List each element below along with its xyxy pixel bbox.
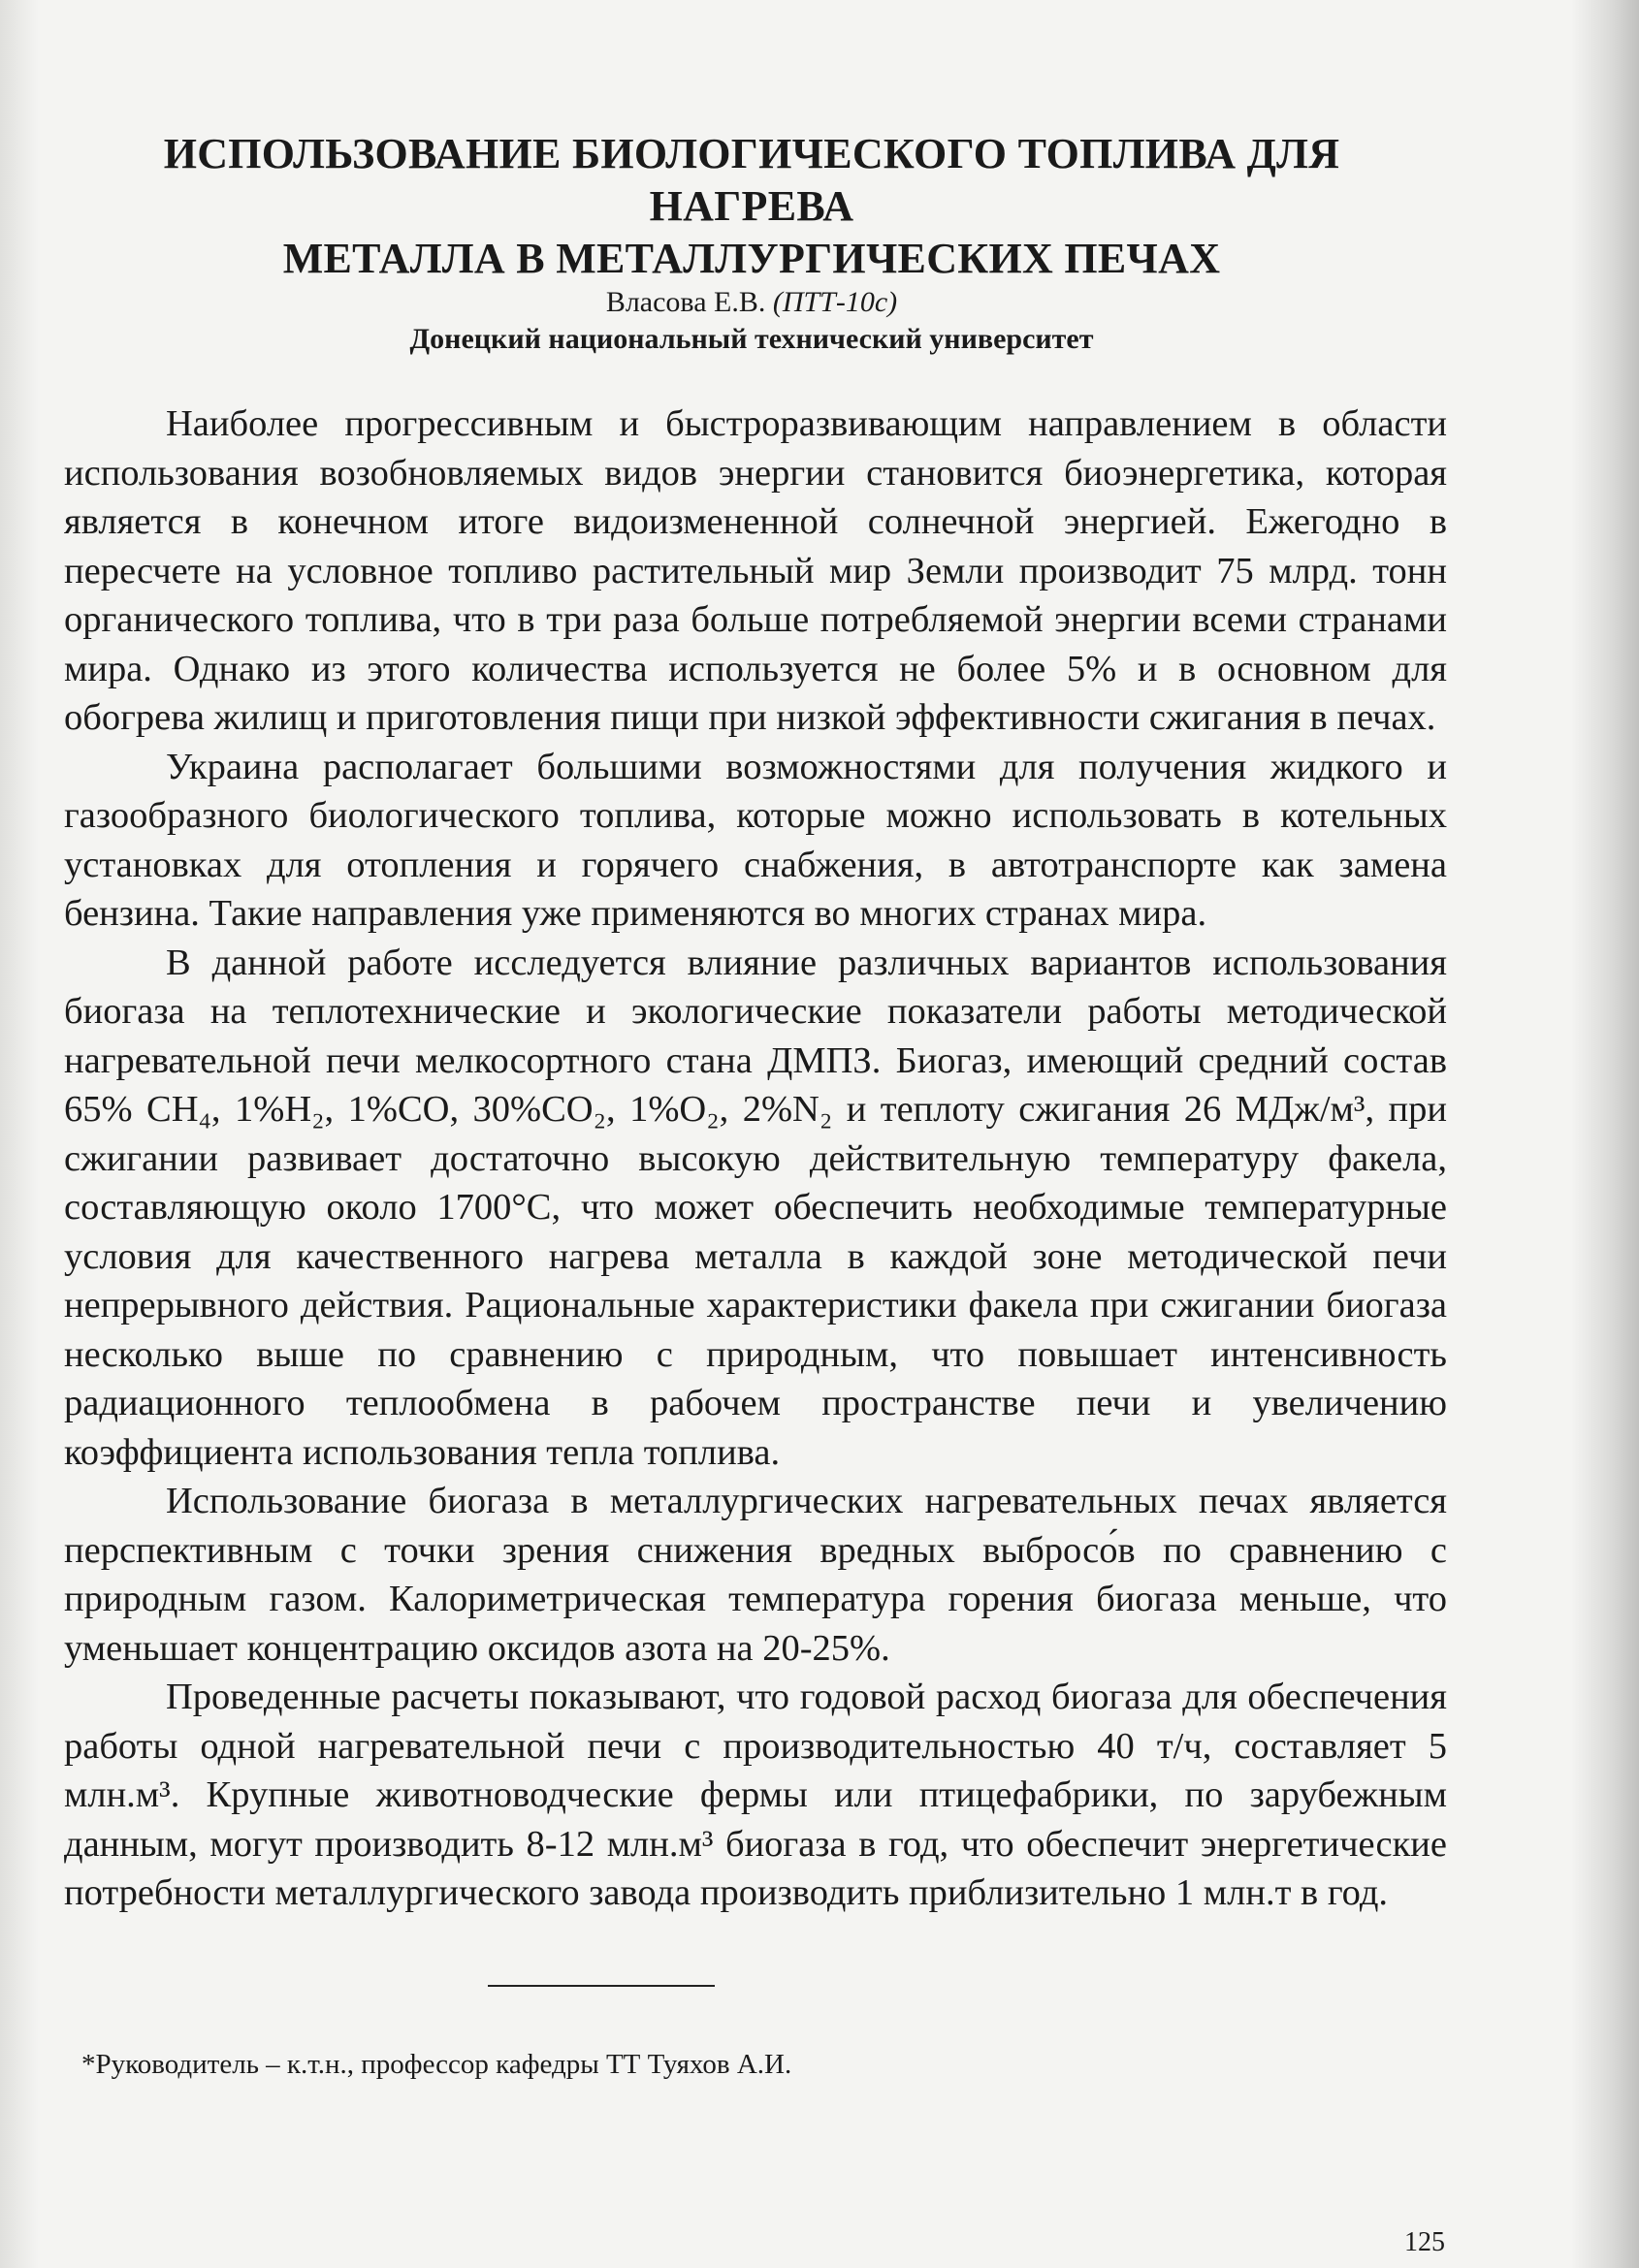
title-line-2: МЕТАЛЛА В МЕТАЛЛУРГИЧЕСКИХ ПЕЧАХ <box>282 235 1221 282</box>
author-line <box>87 283 1416 322</box>
page-number: 125 <box>1404 2227 1445 2257</box>
author-name: Власова Е.В. <box>605 286 766 318</box>
footnote-divider <box>488 1985 715 1987</box>
affiliation: Донецкий национальный технический университет <box>409 323 1094 355</box>
article-body <box>64 399 1447 1918</box>
paragraph-3: В данной работе исследуется влияние различных вариантов использования биогаза на теплотехнические и экологические показатели работы методической нагревательной печи мелкосортного стана ДМПЗ. Биогаз, имеющий средний состав 65% CH₄, 1%H₂, 1%CO, 30%CO₂, 1%O₂, 2%N₂ и теплоту сжигания 26 МДж/м³, при сжигании развивает достаточно высокую действительную температуру факела, составляющую около 1700°С, что может обеспечить необходимые температурные условия для качественного нагрева металла в каждой зоне методической печи непрерывного действия. Рациональные характеристики факела при сжигании биогаза несколько выше по сравнению с природным, что повышает интенсивность радиационного теплообмена в рабочем пространстве печи и увеличению коэффициента использования тепла топлива. <box>64 942 1447 1473</box>
paragraph-5: Проведенные расчеты показывают, что годовой расход биогаза для обеспечения работы одной нагревательной печи с производительностью 40 т/ч, составляет 5 млн.м³. Крупные животноводческие фермы или птицефабрики, по зарубежным данным, могут производить 8-12 млн.м³ биогаза в год, что обеспечит энергетические потребности металлургического завода производить приблизительно 1 млн.т в год. <box>64 1677 1447 1913</box>
article-title <box>87 128 1416 285</box>
author-group: (ПТТ-10с) <box>772 286 898 318</box>
page-edge-shadow <box>1571 0 1639 2268</box>
footnote: *Руководитель – к.т.н., профессор кафедры ТТ Туяхов А.И. <box>81 2049 792 2080</box>
page-gutter-shadow <box>0 0 39 2268</box>
title-line-1: ИСПОЛЬЗОВАНИЕ БИОЛОГИЧЕСКОГО ТОПЛИВА ДЛЯ НАГРЕВА <box>163 130 1340 230</box>
paragraph-1: Наиболее прогрессивным и быстроразвивающим направлением в области использования возобновляемых видов энергии становится биоэнергетика, которая является в конечном итоге видоизмененной солнечной энергией. Ежегодно в пересчете на условное топливо растительный мир Земли производит 75 млрд. тонн органического топлива, что в три раза больше потребляемой энергии всеми странами мира. Однако из этого количества используется не более 5% и в основном для обогрева жилищ и приготовления пищи при низкой эффективности сжигания в печах. <box>64 403 1447 738</box>
paragraph-2: Украина располагает большими возможностями для получения жидкого и газообразного биологического топлива, которые можно использовать в котельных установках для отопления и горячего снабжения, в автотранспорте как замена бензина. Такие направления уже применяются во многих странах мира. <box>64 746 1447 934</box>
paragraph-4: Использование биогаза в металлургических нагревательных печах является перспективным с точки зрения снижения вредных выбросо́в по сравнению с природным газом. Калориметрическая температура горения биогаза меньше, что уменьшает концентрацию оксидов азота на 20-25%. <box>64 1481 1447 1669</box>
